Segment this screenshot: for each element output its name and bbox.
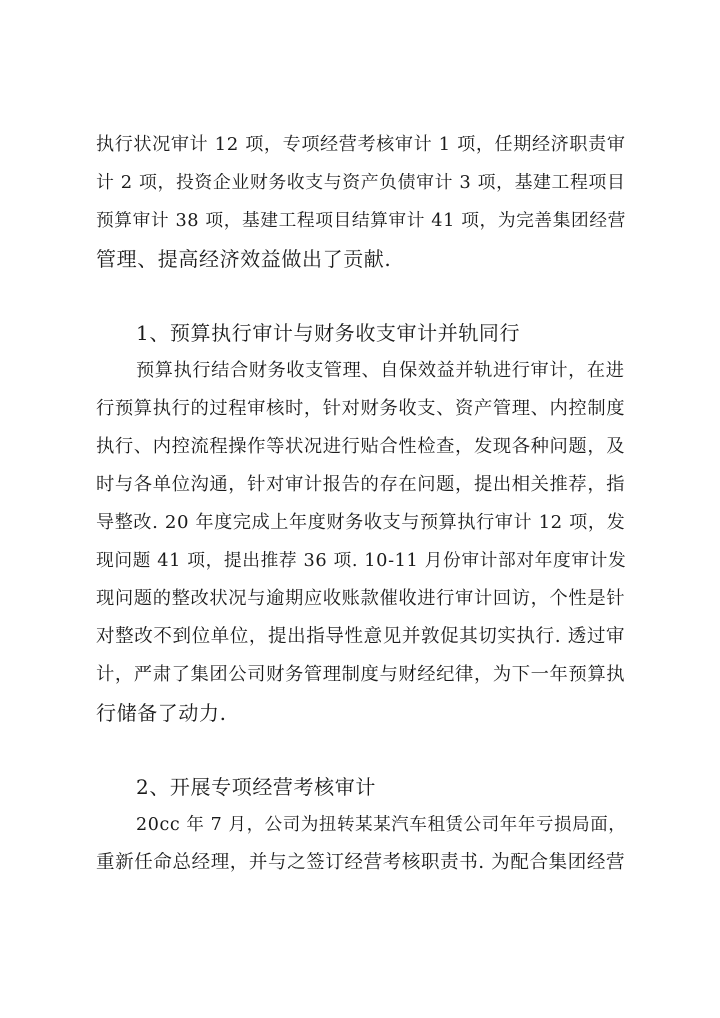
paragraph-line: 管理、提高经济效益做出了贡献. [96, 247, 392, 271]
paragraph-line: 20cc 年 7 月，公司为扭转某某汽车租赁公司年年亏损局面， [136, 815, 627, 835]
paragraph-line: 现问题 41 项，提出推荐 36 项. 10-11 月份审计部对年度审计发 [96, 551, 627, 571]
paragraph-line: 重新任命总经理，并与之签订经营考核职责书. 为配合集团经营 [96, 852, 626, 873]
paragraph-line: 对整改不到位单位，提出指导性意见并敦促其切实执行. 透过审 [96, 626, 626, 647]
paragraph-line: 行储备了动力. [96, 701, 227, 725]
paragraph-line: 执行、内控流程操作等状况进行贴合性检查，发现各种问题，及 [96, 436, 626, 457]
paragraph-line: 现问题的整改状况与逾期应收账款催收进行审计回访，个性是针 [96, 588, 626, 609]
section-heading-1: 1、预算执行审计与财务收支审计并轨同行 [136, 321, 521, 345]
section-heading-2: 2、开展专项经营考核审计 [136, 775, 376, 799]
paragraph-line: 执行状况审计 12 项，专项经营考核审计 1 项，任期经济职责审 [96, 134, 626, 155]
paragraph-line: 预算执行结合财务收支管理、自保效益并轨进行审计，在进 [136, 360, 625, 381]
paragraph-line: 计，严肃了集团公司财务管理制度与财经纪律，为下一年预算执 [96, 664, 626, 685]
paragraph-line: 预算审计 38 项，基建工程项目结算审计 41 项，为完善集团经营 [96, 211, 626, 231]
paragraph-line: 导整改. 20 年度完成上年度财务收支与预算执行审计 12 项，发 [96, 512, 626, 533]
paragraph-line: 时与各单位沟通，针对审计报告的存在问题，提出相关推荐，指 [96, 474, 626, 495]
paragraph-line: 计 2 项，投资企业财务收支与资产负债审计 3 项，基建工程项目 [96, 172, 626, 193]
paragraph-line: 行预算执行的过程审核时，针对财务收支、资产管理、内控制度 [96, 398, 626, 419]
